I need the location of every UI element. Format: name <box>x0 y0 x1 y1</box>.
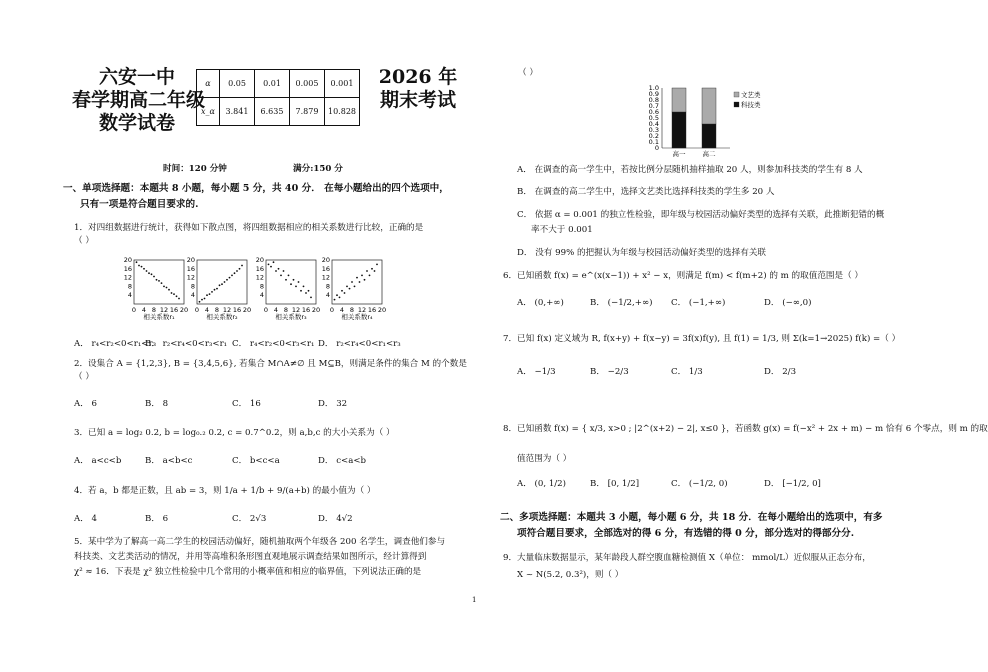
scatter-point <box>280 275 282 277</box>
exam-year-line-2: 期末考试 <box>379 89 456 111</box>
y-tick-label: 16 <box>186 264 195 273</box>
question-6: 6．已知函数 f(x) = e^(x(x−1)) + x² − x，则满足 f(m) < f(m+2) 的 m 的取值范围是（ ） <box>503 271 864 281</box>
x-tick-label: 12 <box>357 306 367 314</box>
x-tick-label: 8 <box>283 306 289 314</box>
y-tick-label: 1.0 <box>648 84 659 92</box>
scatter-point <box>146 270 148 272</box>
scatter-point <box>239 268 241 270</box>
y-tick-label: 0.7 <box>648 102 659 110</box>
x-tick-label: 4 <box>339 306 345 314</box>
scatter-point <box>229 277 231 279</box>
exam-title <box>72 66 206 135</box>
scatter-point <box>349 288 351 290</box>
x-tick-label: 8 <box>349 306 355 314</box>
scatter-point <box>354 286 356 288</box>
y-tick-label: 0.3 <box>648 126 659 134</box>
scatter-point <box>346 286 348 288</box>
exam-year-line-1: 2026 年 <box>378 66 458 88</box>
question-9-line-2: X ~ N(5.2, 0.3²)，则（ ） <box>517 570 624 580</box>
section-1-heading-line-1: 一、单项选择题：本题共 8 小题，每小题 5 分，共 40 分． 在每小题给出的四个选项中， <box>63 183 449 194</box>
scatter-point <box>166 287 168 289</box>
scatter-plot-svg <box>252 256 321 321</box>
y-tick-label: 16 <box>255 264 264 273</box>
scatter-point <box>158 280 160 282</box>
question-3-option-a: A． a<c<b <box>74 456 122 466</box>
scatter-point <box>209 293 211 295</box>
question-5-line-3: χ² ≈ 16．下表是 χ² 独立性检验中几个常用的小概率值和相应的临界值，下列说法正确的是 <box>74 567 422 577</box>
x-tick-label: 12 <box>159 306 169 314</box>
y-tick-label: 0.1 <box>648 138 659 146</box>
scatter-point <box>214 289 216 291</box>
scatter-point <box>295 286 297 288</box>
section-2-heading <box>500 510 883 542</box>
y-tick-label: 4 <box>127 291 132 300</box>
question-6-option-a: A． (0,+∞) <box>517 298 564 308</box>
scatter-point <box>310 297 312 299</box>
scatter-point <box>341 290 343 292</box>
question-7-option-a: A． −1/3 <box>517 367 556 377</box>
legend-label: 科技类 <box>741 101 761 109</box>
table-cell: 0.005 <box>290 70 325 98</box>
y-tick-label: 0.4 <box>648 120 659 128</box>
bar-segment <box>702 88 716 124</box>
scatter-point <box>336 294 338 296</box>
bar-segment <box>702 124 716 148</box>
scatter-point <box>270 266 272 268</box>
scatter-point <box>305 292 307 294</box>
table-cell: 0.01 <box>255 70 290 98</box>
question-8 <box>503 414 988 474</box>
scatter-plot-svg <box>120 256 189 321</box>
exam-time: 时间：120 分钟 <box>163 164 227 174</box>
question-2-line-1: 2．设集合 A = {1,2,3}, B = {3,4,5,6}, 若集合 M∩A≠∅ 且 M⊆B，则满足条件的集合 M 的个数是 <box>74 359 467 369</box>
scatter-point <box>204 298 206 300</box>
plot-frame <box>266 260 316 304</box>
question-9 <box>503 550 871 584</box>
y-tick-label: 0.5 <box>648 114 659 122</box>
question-1-option-a: A． r₄<r₂<0<r₁<r₃ <box>74 339 157 349</box>
scatter-point <box>356 277 358 279</box>
x-tick-label: 16 <box>301 306 311 314</box>
question-3: 3．已知 a = log₂ 0.2, b = log₀.₂ 0.2, c = 0.7^0.2，则 a,b,c 的大小关系为（ ） <box>74 428 395 438</box>
table-cell: 6.635 <box>255 98 290 126</box>
scatter-point <box>376 264 378 266</box>
question-1-option-b: B． r₂<r₄<0<r₃<r₁ <box>145 339 228 349</box>
scatter-point <box>224 281 226 283</box>
y-tick-label: 20 <box>321 256 330 264</box>
scatter-point <box>136 261 138 263</box>
scatter-point <box>298 281 300 283</box>
scatter-point <box>211 291 213 293</box>
section-2-heading-line-1: 二、多项选择题：本题共 3 小题，每小题 6 分，共 18 分．在每小题给出的选项中，有多 <box>500 512 883 523</box>
scatter-point <box>236 270 238 272</box>
scatter-point <box>300 290 302 292</box>
scatter-point <box>374 270 376 272</box>
y-tick-label: 12 <box>123 273 132 282</box>
question-3-option-d: D． c<a<b <box>318 456 367 466</box>
scatter-plot-2 <box>183 256 252 321</box>
question-2-option-c: C． 16 <box>232 399 261 409</box>
x-tick-label: 20 <box>242 306 252 314</box>
y-tick-label: 0.2 <box>648 132 659 140</box>
y-tick-label: 4 <box>190 291 195 300</box>
legend-swatch <box>734 102 739 107</box>
scatter-point <box>339 297 341 299</box>
question-2-line-2: （ ） <box>74 372 94 382</box>
y-tick-label: 12 <box>255 273 264 282</box>
y-tick-label: 12 <box>321 273 330 282</box>
scatter-point <box>171 292 173 294</box>
plot-caption: 相关系数r₂ <box>206 313 238 321</box>
scatter-point <box>285 279 287 281</box>
question-1-option-d: D． r₂<r₄<0<r₁<r₃ <box>318 339 401 349</box>
y-tick-label: 20 <box>255 256 264 264</box>
scatter-point <box>156 279 158 281</box>
section-2-heading-line-2: 项符合题目要求，全部选对的得 6 分，有选错的得 0 分，部分选对的得部分分. <box>517 528 855 539</box>
table-cell: 0.001 <box>325 70 360 98</box>
scatter-point <box>369 275 371 277</box>
scatter-point <box>206 294 208 296</box>
scatter-point <box>288 275 290 277</box>
scatter-point <box>163 286 165 288</box>
question-8-option-a: A． (0, 1/2) <box>517 479 566 489</box>
legend-swatch <box>734 92 739 97</box>
y-tick-label: 0.9 <box>648 90 659 98</box>
table-cell: 10.828 <box>325 98 360 126</box>
scatter-point <box>148 272 150 274</box>
x-tick-label: 20 <box>377 306 387 314</box>
category-label: 高一 <box>672 150 686 158</box>
scatter-point <box>351 281 353 283</box>
x-tick-label: 0 <box>131 306 137 314</box>
scatter-point <box>153 276 155 278</box>
question-1-line-1: 1．对四组数据进行统计，获得如下散点图，将四组数据相应的相关系数进行比较，正确的是 <box>74 223 424 233</box>
plot-caption: 相关系数r₃ <box>275 313 307 321</box>
x-tick-label: 16 <box>169 306 179 314</box>
scatter-point <box>344 292 346 294</box>
question-1 <box>74 222 423 248</box>
scatter-point <box>216 288 218 290</box>
scatter-point <box>359 281 361 283</box>
scatter-point <box>290 283 292 285</box>
scatter-point <box>334 299 336 301</box>
scatter-point <box>161 282 163 284</box>
question-5-option-b: B． 在调查的高二学生中，选择文艺类比选择科技类的学生多 20 人 <box>517 187 775 197</box>
question-3-option-b: B． a<b<c <box>145 456 193 466</box>
scatter-point <box>371 268 373 270</box>
question-5-line-4: （ ） <box>518 68 538 78</box>
question-4-option-b: B． 6 <box>145 514 169 524</box>
question-7: 7．已知 f(x) 定义域为 R, f(x+y) + f(x−y) = 3f(x)f(y), 且 f(1) = 1/3, 则 Σ(k=1→2025) f(k) =（ ） <box>503 334 901 344</box>
scatter-point <box>361 275 363 277</box>
scatter-point <box>173 293 175 295</box>
scatter-point <box>293 279 295 281</box>
plot-frame <box>197 260 247 304</box>
x-tick-label: 16 <box>232 306 242 314</box>
exam-title-line-1: 六安一中 <box>98 66 175 88</box>
y-tick-label: 4 <box>259 291 264 300</box>
x-tick-label: 20 <box>311 306 321 314</box>
question-1-line-2: （ ） <box>74 236 94 246</box>
question-5-option-c-line-1: C． 依据 α = 0.001 的独立性检验，即年级与校园活动偏好类型的选择有关联，此推断犯错的概 <box>517 210 885 220</box>
scatter-plot-svg <box>183 256 252 321</box>
scatter-plot-4 <box>318 256 387 321</box>
plot-caption: 相关系数r₄ <box>341 313 373 321</box>
bar-segment <box>672 112 686 148</box>
question-5 <box>74 535 445 580</box>
y-tick-label: 20 <box>123 256 132 264</box>
question-4-option-d: D． 4√2 <box>318 514 353 524</box>
y-tick-label: 0 <box>654 144 659 152</box>
y-tick-label: 8 <box>127 282 132 291</box>
question-8-option-b: B． [0, 1/2] <box>590 479 640 489</box>
legend-label: 文艺类 <box>741 91 761 99</box>
exam-year <box>378 66 458 112</box>
x-tick-label: 12 <box>291 306 301 314</box>
scatter-point <box>234 272 236 274</box>
scatter-point <box>241 265 243 267</box>
question-2-option-b: B． 8 <box>145 399 169 409</box>
scatter-point <box>231 275 233 277</box>
table-cell: 7.879 <box>290 98 325 126</box>
scatter-point <box>308 290 310 292</box>
scatter-point <box>268 264 270 266</box>
question-7-option-c: C． 1/3 <box>671 367 703 377</box>
stacked-bar-chart-svg <box>640 84 780 164</box>
question-6-option-c: C． (−1,+∞) <box>671 298 726 308</box>
question-2-option-d: D． 32 <box>318 399 348 409</box>
scatter-point <box>219 284 221 286</box>
scatter-point <box>278 268 280 270</box>
plot-caption: 相关系数r₁ <box>143 313 175 321</box>
bar-segment <box>672 88 686 112</box>
scatter-point <box>176 295 178 297</box>
table-cell: 3.841 <box>220 98 255 126</box>
y-tick-label: 16 <box>321 264 330 273</box>
scatter-point <box>168 289 170 291</box>
table-cell: x_α <box>197 98 220 126</box>
question-3-option-c: C． b<c<a <box>232 456 280 466</box>
question-7-option-b: B． −2/3 <box>590 367 629 377</box>
question-5-option-a: A． 在调查的高一学生中，若按比例分层随机抽样抽取 20 人，则参加科技类的学生有 8 人 <box>517 165 863 175</box>
y-tick-label: 20 <box>186 256 195 264</box>
x-tick-label: 0 <box>263 306 269 314</box>
scatter-point <box>138 265 140 267</box>
exam-title-line-2: 春学期高二年级 <box>72 89 206 111</box>
y-tick-label: 0.8 <box>648 96 659 104</box>
y-tick-label: 8 <box>190 282 195 291</box>
question-1-option-c: C． r₄<r₂<0<r₃<r₁ <box>232 339 315 349</box>
x-tick-label: 0 <box>194 306 200 314</box>
question-6-option-b: B． (−1/2,+∞) <box>590 298 653 308</box>
scatter-point <box>283 270 285 272</box>
x-tick-label: 0 <box>329 306 335 314</box>
y-tick-label: 0.6 <box>648 108 659 116</box>
question-2-option-a: A． 6 <box>74 399 97 409</box>
scatter-point <box>275 270 277 272</box>
x-tick-label: 4 <box>141 306 147 314</box>
scatter-point <box>221 283 223 285</box>
question-5-option-c-line-2: 率不大于 0.001 <box>531 225 593 235</box>
scatter-point <box>151 273 153 275</box>
question-8-line-1: 8．已知函数 f(x) = { x/3, x>0 ; |2^(x+2) − 2|, x≤0 }，若函数 g(x) = f(−x² + 2x + m) − m 恰有 6 个零点，则 m 的取 <box>503 424 988 434</box>
x-tick-label: 4 <box>273 306 279 314</box>
question-5-option-d: D． 没有 99% 的把握认为年级与校园活动偏好类型的选择有关联 <box>517 248 767 258</box>
scatter-point <box>366 270 368 272</box>
y-tick-label: 16 <box>123 264 132 273</box>
question-6-option-d: D． (−∞,0) <box>764 298 812 308</box>
scatter-point <box>199 301 201 303</box>
y-tick-label: 4 <box>325 291 330 300</box>
question-4-option-a: A． 4 <box>74 514 97 524</box>
question-5-line-1: 5．某中学为了解高一高二学生的校园活动偏好，随机抽取两个年级各 200 名学生，调查他们参与 <box>74 537 446 547</box>
scatter-point <box>226 279 228 281</box>
x-tick-label: 8 <box>151 306 157 314</box>
category-label: 高二 <box>702 150 716 158</box>
question-9-line-1: 9．大量临床数据显示，某年龄段人群空腹血糖检测值 X（单位： mmol/L）近似服从正态分布， <box>503 553 871 563</box>
scatter-point <box>141 266 143 268</box>
scatter-point <box>303 286 305 288</box>
section-1-heading <box>63 181 449 213</box>
table-cell: 0.05 <box>220 70 255 98</box>
scatter-plot-3 <box>252 256 321 321</box>
question-8-option-c: C． (−1/2, 0) <box>671 479 728 489</box>
x-tick-label: 8 <box>214 306 220 314</box>
question-5-option-c <box>517 208 884 238</box>
scatter-plot-1 <box>120 256 189 321</box>
question-8-option-d: D． [−1/2, 0] <box>764 479 821 489</box>
scatter-point <box>364 279 366 281</box>
question-2 <box>74 358 467 384</box>
table-cell: α <box>197 70 220 98</box>
question-8-line-2: 值范围为（ ） <box>517 454 572 464</box>
question-5-line-2: 科技类、文艺类活动的情况，并用等高堆积条形图直观地展示调查结果如图所示，经计算得到 <box>74 552 427 562</box>
critical-value-table <box>196 69 360 126</box>
x-tick-label: 4 <box>204 306 210 314</box>
scatter-point <box>201 299 203 301</box>
x-tick-label: 20 <box>179 306 189 314</box>
section-1-heading-line-2: 只有一项是符合题目要求的. <box>80 199 199 210</box>
y-tick-label: 8 <box>325 282 330 291</box>
exam-title-line-3: 数学试卷 <box>98 112 175 134</box>
scatter-point <box>143 268 145 270</box>
exam-score: 满分:150 分 <box>293 164 343 174</box>
x-tick-label: 12 <box>222 306 232 314</box>
question-4-option-c: C． 2√3 <box>232 514 267 524</box>
scatter-plot-svg <box>318 256 387 321</box>
scatter-point <box>178 298 180 300</box>
stacked-bar-chart <box>640 84 780 167</box>
y-tick-label: 8 <box>259 282 264 291</box>
question-7-option-d: D． 2/3 <box>764 367 797 377</box>
y-tick-label: 12 <box>186 273 195 282</box>
x-tick-label: 16 <box>367 306 377 314</box>
question-4: 4．若 a，b 都是正数，且 ab = 3，则 1/a + 1/b + 9/(a+b) 的最小值为（ ） <box>74 486 376 496</box>
scatter-point <box>273 261 275 263</box>
page-number: 1 <box>472 596 477 604</box>
